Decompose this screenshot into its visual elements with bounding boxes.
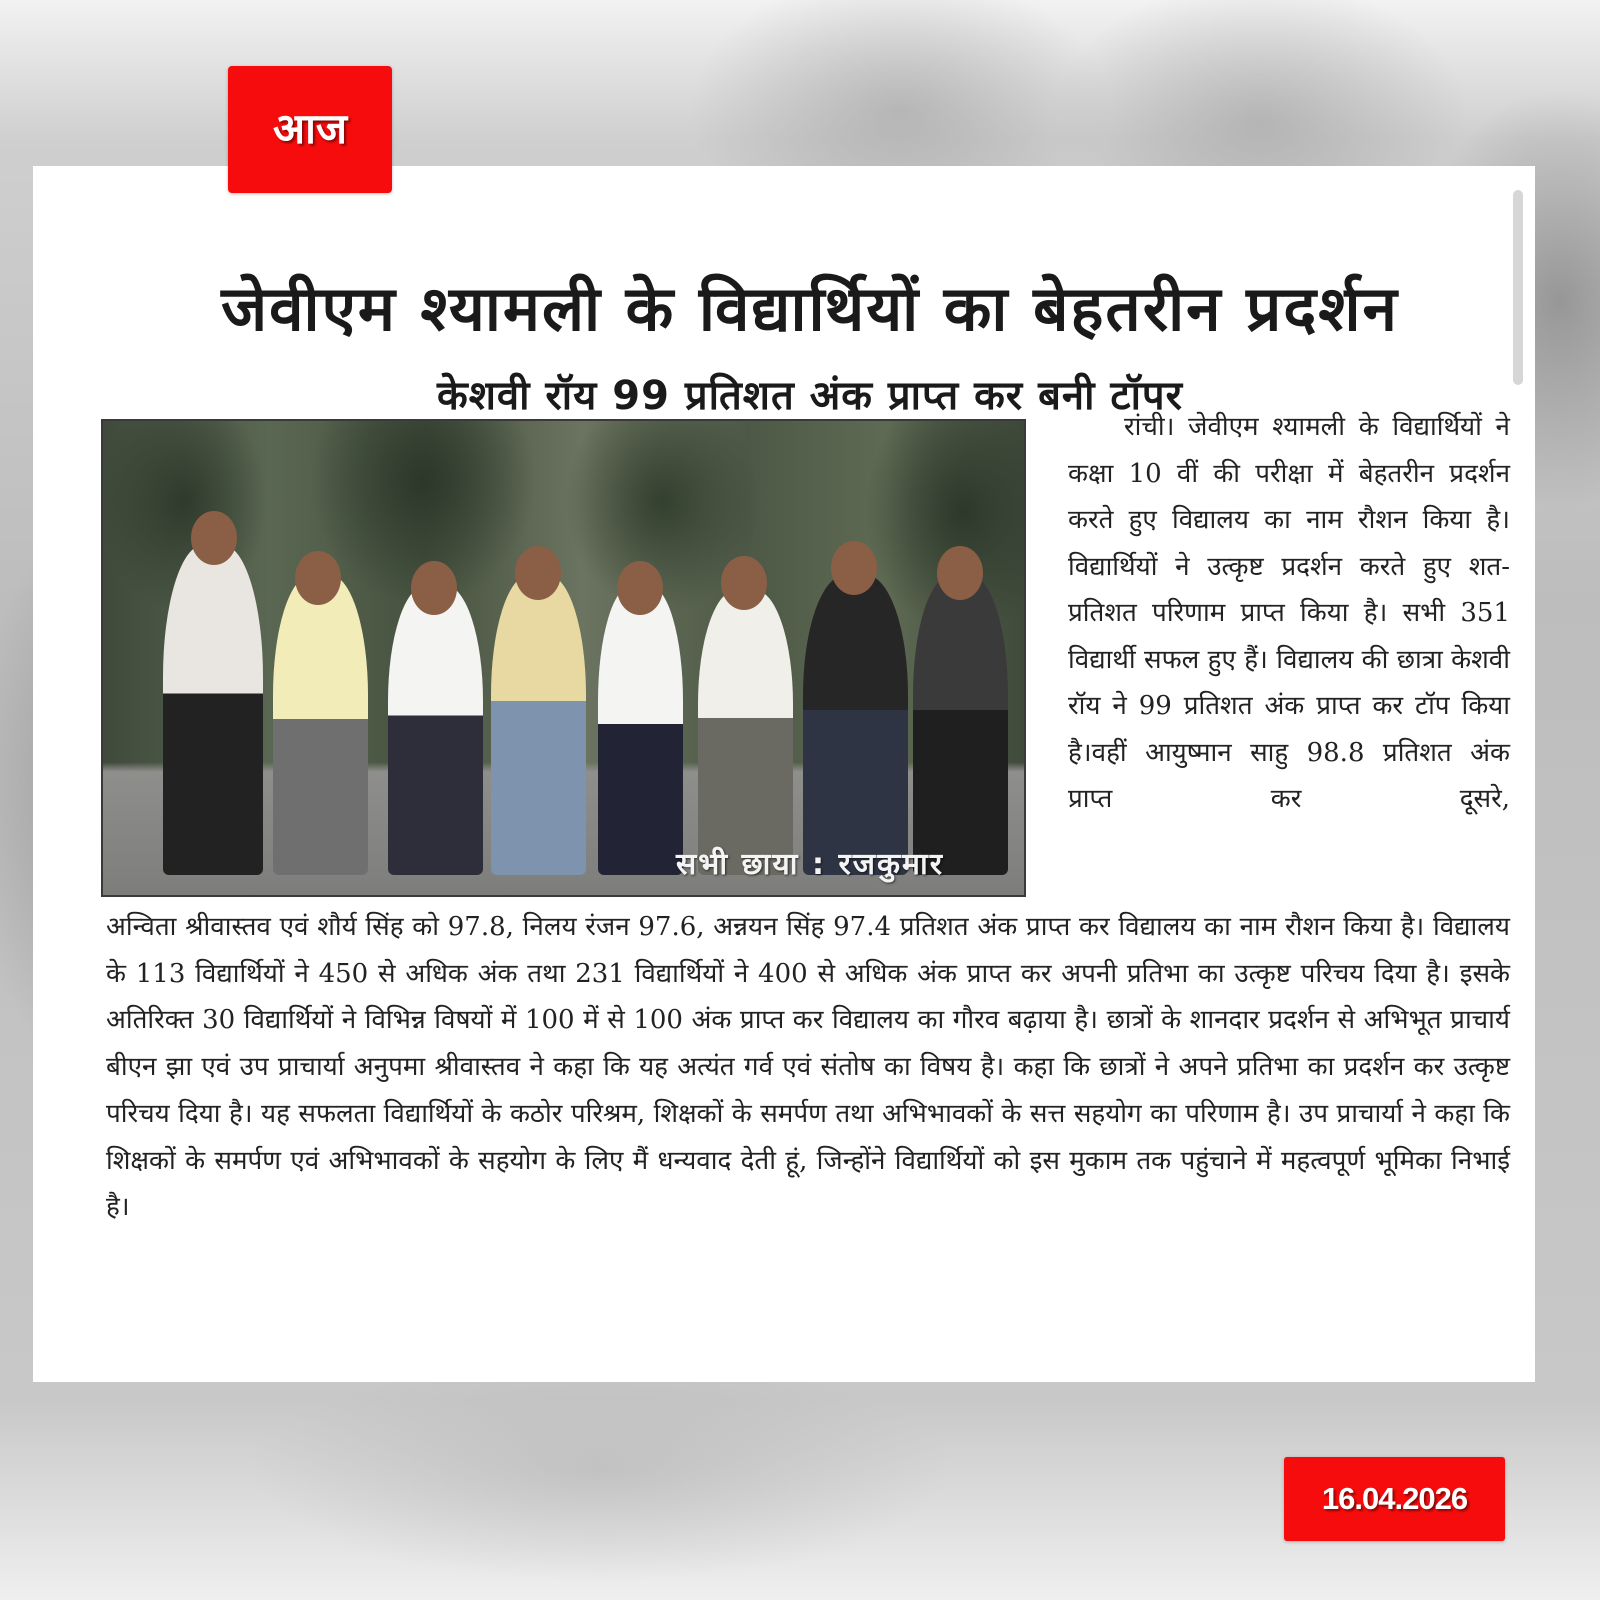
student-figure [388,585,483,875]
photo-credit: सभी छाया : रजकुमार [676,847,944,882]
student-figure [598,585,683,875]
student-head [191,511,237,565]
article-intro-column [1068,404,1510,823]
student-figure [803,575,908,875]
article-body-text: अन्विता श्रीवास्तव एवं शौर्य सिंह को 97.8, निलय रंजन 97.6, अन्नयन सिंह 97.4 प्रतिशत अंक प्राप्त कर विद्यालय का नाम रौशन किया है। विद्यालय के 113 विद्यार्थियों ने 450 से अधिक अंक तथा 231 विद्यार्थियों ने 400 से अधिक अंक प्राप्त कर अपनी प्रतिभा का उत्कृष्ट परिचय दिया है। इसके अतिरिक्त 30 विद्यार्थियों ने विभिन्न विषयों में 100 में से 100 अंक प्राप्त कर विद्यालय का गौरव बढ़ाया है। छात्रों के शानदार प्रदर्शन से अभिभूत प्राचार्य बीएन झा एवं उप प्राचार्या अनुपमा श्रीवास्तव ने कहा कि यह अत्यंत गर्व एवं संतोष का विषय है। कहा कि छात्रों ने अपने प्रतिभा का प्रदर्शन कर उत्कृष्ट परिचय दिया है। यह सफलता विद्यार्थियों के कठोर परिश्रम, शिक्षकों के समर्पण तथा अभिभावकों के सत्त सहयोग का परिणाम है। उप प्राचार्या ने कहा कि शिक्षकों के समर्पण एवं अभिभावकों के सहयोग के लिए मैं धन्यवाद देती हूं, जिन्होंने विद्यार्थियों को इस मुकाम तक पहुंचाने में महत्वपूर्ण भूमिका निभाई है। [106,912,1510,1223]
student-head [617,561,663,615]
scrollbar[interactable] [1513,190,1523,385]
student-head [937,546,983,600]
student-figure [273,575,368,875]
student-head [721,556,767,610]
article-subheadline: केशवी रॉय 99 प्रतिशत अंक प्राप्त कर बनी टॉपर [436,373,1184,420]
article-body [106,904,1510,1231]
student-figure [491,575,586,875]
student-head [515,546,561,600]
date-badge [1284,1457,1505,1541]
student-figure [913,575,1008,875]
student-head [411,561,457,615]
article-intro-text: रांची। जेवीएम श्यामली के विद्यार्थियों ने कक्षा 10 वीं की परीक्षा में बेहतरीन प्रदर्शन करते हुए विद्यालय का नाम रौशन किया है। विद्यार्थियों ने उत्कृष्ट प्रदर्शन करते हुए शत-प्रतिशत परिणाम प्राप्त किया है। सभी 351 विद्यार्थी सफल हुए हैं। विद्यालय की छात्रा केशवी रॉय ने 99 प्रतिशत अंक प्राप्त कर टॉप किया है।वहीं आयुष्मान साहु 98.8 प्रतिशत अंक प्राप्त कर दूसरे, [1068,412,1510,814]
newspaper-name: आज [272,104,348,153]
newspaper-logo-badge [228,66,392,193]
article-headline: जेवीएम श्यामली के विद्यार्थियों का बेहतरीन प्रदर्शन [221,271,1399,345]
student-figure [698,590,793,875]
publication-date: 16.04.2026 [1321,1481,1468,1516]
student-head [831,541,877,595]
student-figure [163,545,263,875]
article-photo [101,419,1026,897]
student-head [295,551,341,605]
